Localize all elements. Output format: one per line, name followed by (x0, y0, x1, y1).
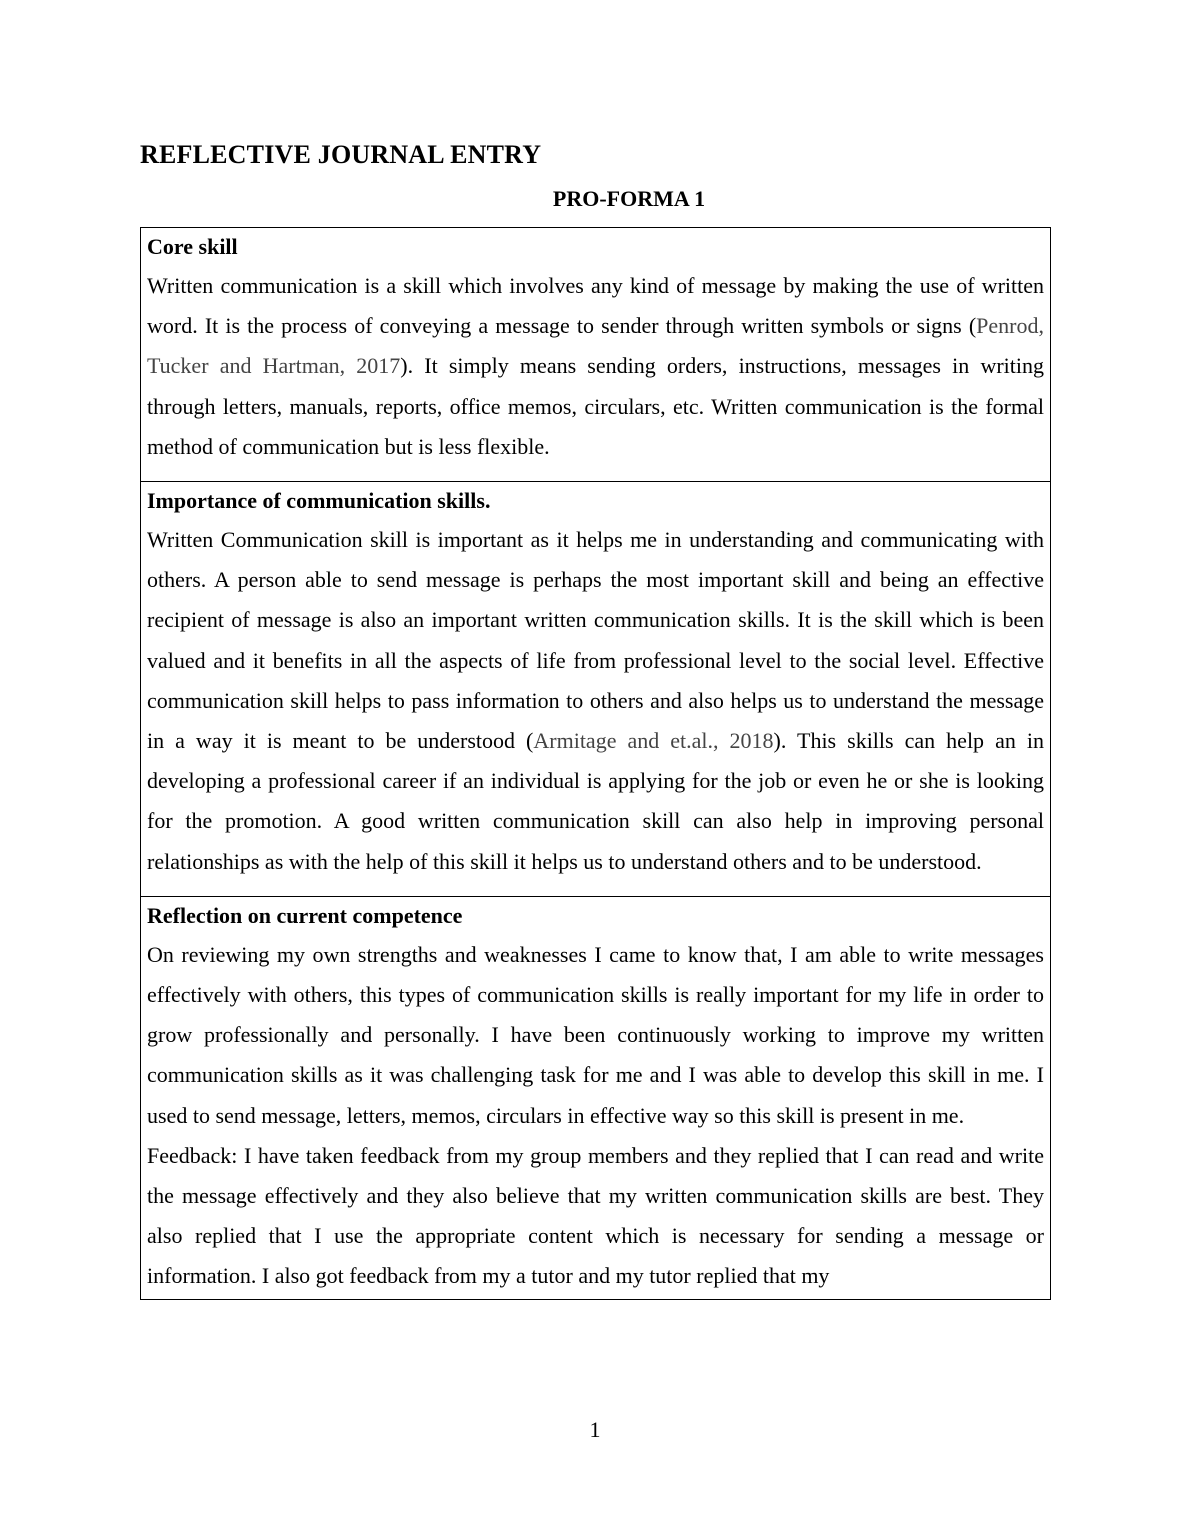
page-number: 1 (589, 1417, 601, 1442)
document-title: REFLECTIVE JOURNAL ENTRY (140, 140, 542, 169)
paragraph-text: Written communication is a skill which involves any kind of message by making the use of written word. It is the process of conveying a message to sender through written symbols or signs ( (147, 273, 1044, 339)
paragraph-text: ). This skills can help an in developing a professional career if an individual is applying for the job or even he or she is looking for the promotion. A good written communication skill can also help in improving personal relationships as with the help of this skill it helps us to understand others and to be understood. (147, 728, 1044, 874)
section-core-skill (141, 228, 1050, 482)
section-paragraph: On reviewing my own strengths and weaknesses I came to know that, I am able to write messages effectively with others, this types of communication skills is really important for my life in order to grow professionally and personally. I have been continuously working to improve my written communication skills as it was challenging task for me and I was able to develop this skill in me. I used to send message, letters, memos, circulars in effective way so this skill is present in me. (147, 941, 1044, 1128)
section-paragraph (147, 520, 1044, 882)
citation: Armitage and et.al., 2018 (533, 728, 774, 754)
section-heading: Core skill (147, 234, 238, 259)
citation: Penrod, Tucker and Hartman, 2017 (147, 313, 1044, 379)
section-heading: Importance of communication skills. (147, 488, 491, 514)
paragraph-text: ). It simply means sending orders, instructions, messages in writing through letters, manuals, reports, office memos, circulars, etc. Written communication is the formal method of communication but is less flexible. (147, 353, 1044, 459)
document-subtitle: PRO-FORMA 1 (552, 186, 706, 211)
section-heading: Reflection on current competence (147, 902, 463, 928)
feedback-paragraph: Feedback: I have taken feedback from my group members and they replied that I can read and write the message effectively and they also believe that my written communication skills are best. They also replied that I use the appropriate content which is necessary for sending a message or information. I also got feedback from my a tutor and my tutor replied that my (147, 1142, 1044, 1289)
journal-table (140, 227, 1051, 1300)
section-reflection (141, 897, 1050, 1299)
section-importance (141, 482, 1050, 897)
section-paragraph (147, 266, 1044, 467)
paragraph-text: Written Communication skill is important as it helps me in understanding and communicating with others. A person able to send message is perhaps the most important skill and being an effective recipient of message is also an important written communication skills. It is the skill which is been valued and it benefits in all the aspects of life from professional level to the social level. Effective communication skill helps to pass information to others and also helps us to understand the message in a way it is meant to be understood ( (147, 527, 1044, 754)
